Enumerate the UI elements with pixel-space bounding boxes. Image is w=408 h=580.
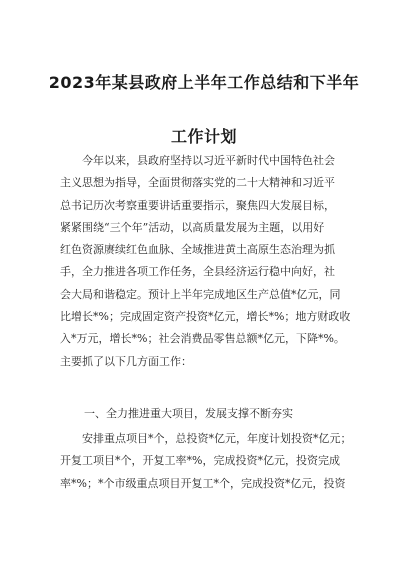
section-heading-1: 一、全力推进重大项目，发展支撑不断夯实: [84, 407, 293, 420]
intro-line: 入*万元，增长*%；社会消费品零售总额*亿元，下降*%。: [60, 332, 345, 346]
section-1-line: 率*%；*个市级重点项目开复工*个，完成投资*亿元，投资: [60, 476, 346, 490]
intro-line: 比增长*%；完成固定资产投资*亿元，增长*%；地方财政收: [60, 310, 351, 324]
intro-line: 主要抓了以下几方面工作：: [60, 354, 192, 368]
section-1-line: 开复工项目*个，开复工率*%，完成投资*亿元，投资完成: [60, 454, 340, 468]
intro-line: 会大局和谐稳定。预计上半年完成地区生产总值*亿元，同: [60, 287, 341, 301]
section-1-line: 安排重点项目*个，总投资*亿元，年度计划投资*亿元；: [82, 432, 352, 445]
intro-line: 紧紧围绕“三个年”活动，以高质量发展为主题，以用好: [60, 220, 325, 234]
intro-line: 手，全力推进各项工作任务，全县经济运行稳中向好，社: [60, 265, 335, 279]
section-1-paragraph: [60, 428, 356, 495]
intro-line: 总书记历次考察重要讲话重要指示，聚焦四大发展目标，: [60, 198, 335, 212]
document-title-line-1: 2023年某县政府上半年工作总结和下半年: [48, 73, 360, 92]
intro-paragraph: [60, 150, 356, 373]
intro-line: 红色资源赓续红色血脉、全域推进黄土高原生态治理为抓: [60, 243, 335, 257]
document-title-line-2: 工作计划: [170, 127, 237, 146]
intro-line: 今年以来，县政府坚持以习近平新时代中国特色社会: [82, 154, 335, 167]
intro-line: 主义思想为指导，全面贯彻落实党的二十大精神和习近平: [60, 176, 335, 190]
